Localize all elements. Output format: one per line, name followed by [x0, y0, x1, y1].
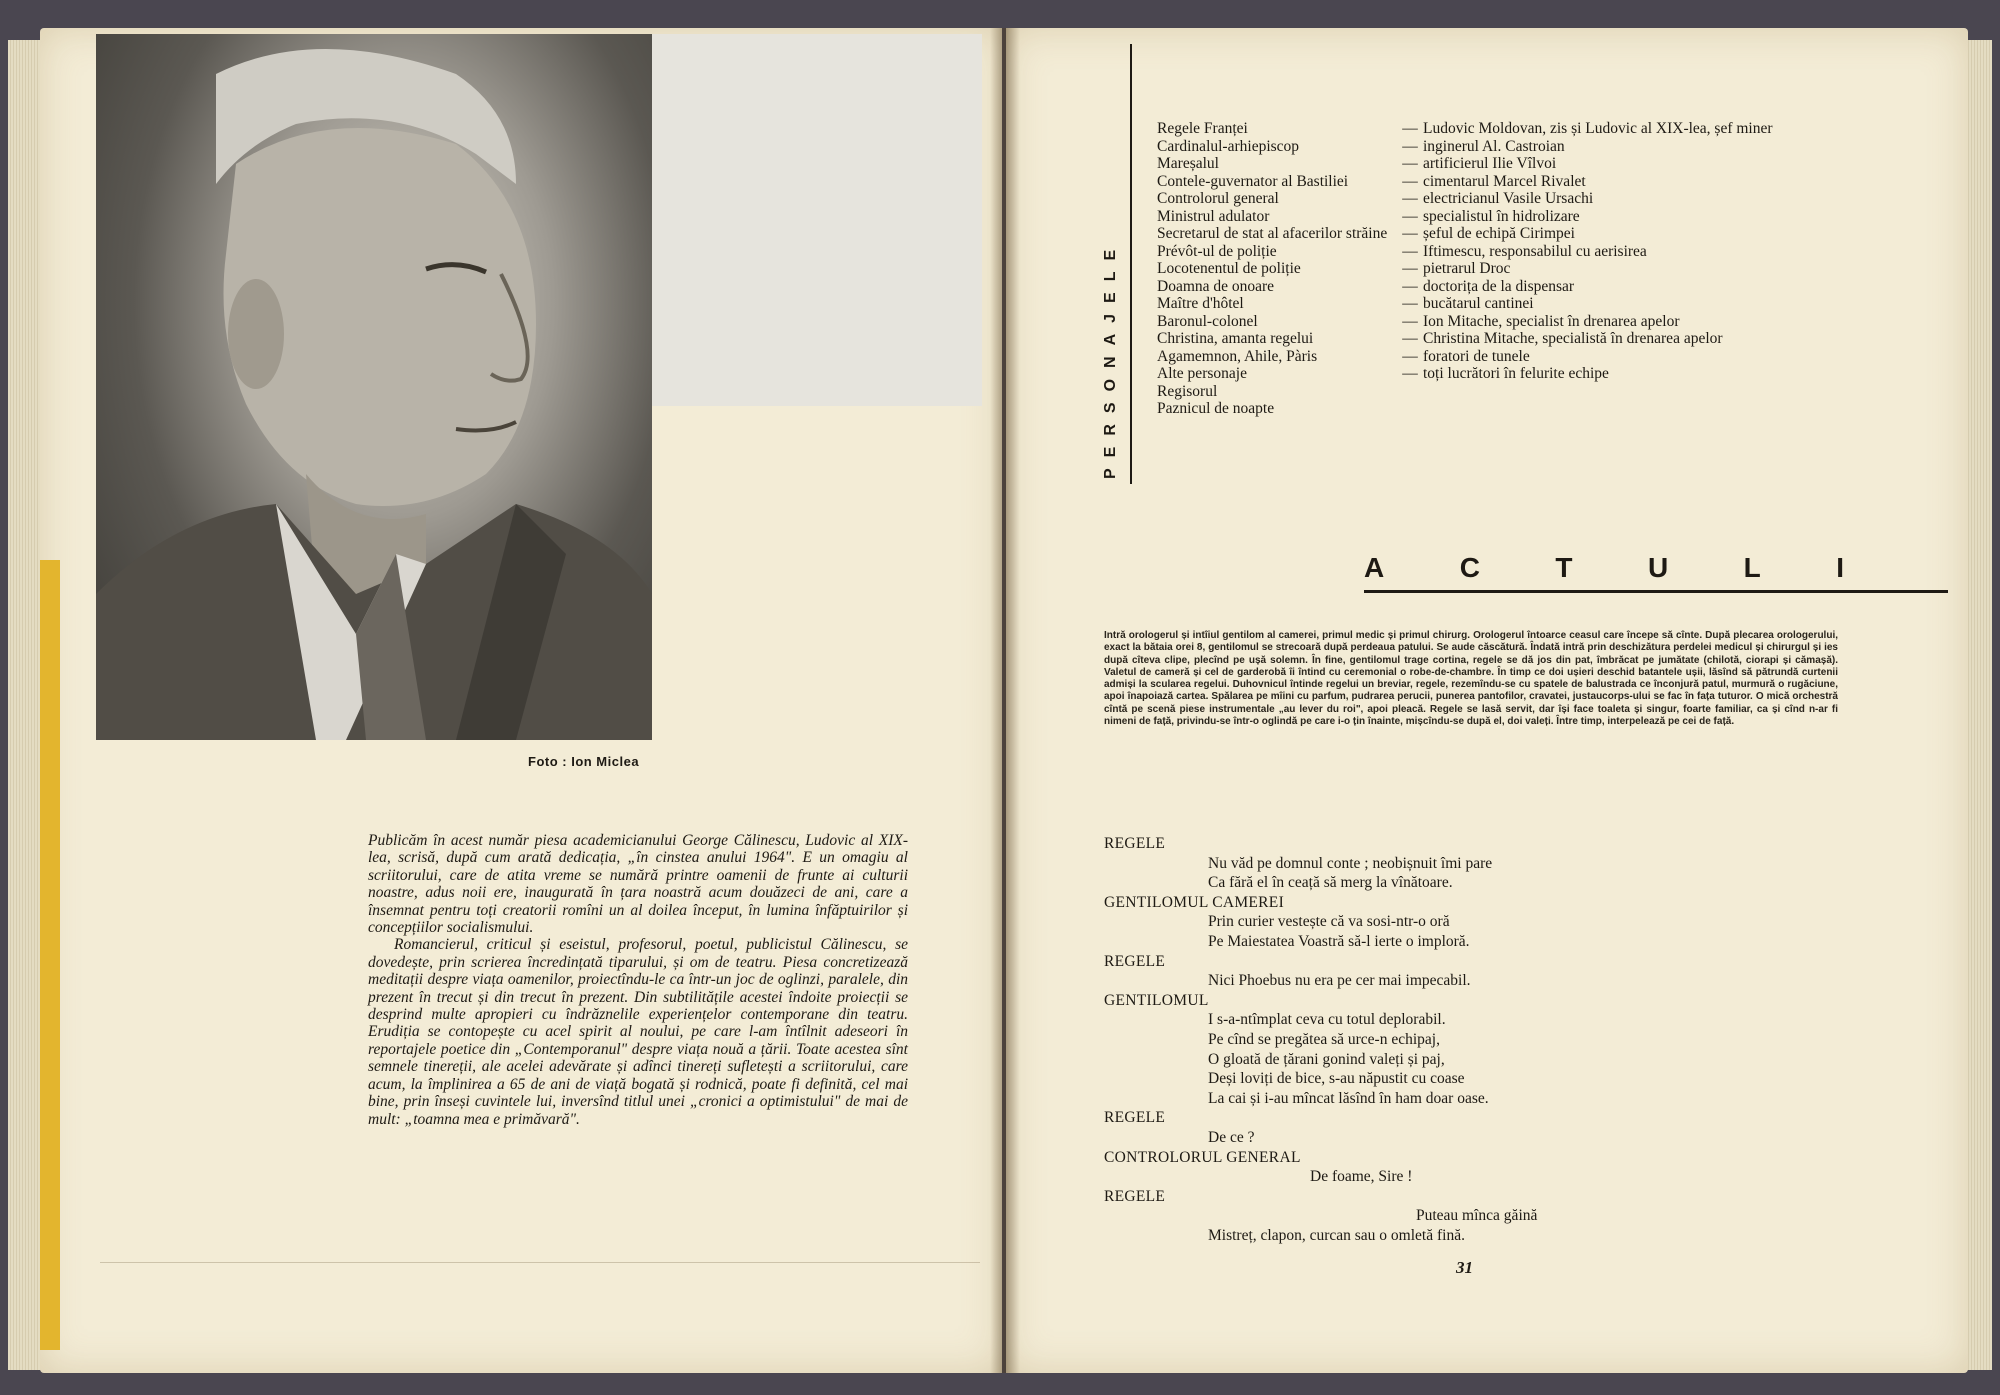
- act-title-rule: [1364, 590, 1948, 593]
- stage-direction: Intră orologerul și intîiul gentilom al camerei, primul medic și primul chirurg. Orologerul întoarce ceasul care începe să cînte. După plecarea orologerului, exact la bătaia orei 8, gentilomul se strecoară după perdeaua patului. Se aude căscătură. Îndată intră prin deschizătura perdelei medicul și chirurgul și ies după cîteva clipe, plecînd pe ușă solemn. În fine, gentilomul trage cortina, regele se dă jos din pat, îmbrăcat pe jumătate (chilotă, ciorapi și cămașă). Valetul de cameră și cel de garderobă îi întind cu ceremonial o robe-de-chambre. În timp ce doi ușieri deschid batantele ușii, lăsînd să pătrundă curtenii admiși la scularea regelui. Duhovnicul întinde regelui un breviar, regele, rezemîndu-se cu spatele de balustrada ce înconjură patul, murmură o rugăciune, apoi înapoiază cartea. Spălarea pe mîini cu parfum, pudrarea perucii, punerea pantofilor, cravatei, justaucorps-ului se fac în fața tuturor. O mică orchestră cîntă pe scenă piese instrumentale „au lever du roi", apoi pleacă. Regele se lasă servit, dar își face toaleta și singur, foarte familiar, ca și cînd n-ar fi nimeni de față, privindu-se într-o oglindă pe care i-o țin înainte, mișcîndu-se după el, doi valeți. Între timp, interpelează pe cei de față.: [1104, 630, 1838, 728]
- cast-actor: artificierul Ilie Vîlvoi: [1423, 155, 1557, 172]
- cast-actor: electricianul Vasile Ursachi: [1423, 190, 1594, 207]
- dialogue-line: O gloată de țărani gonind valeți și paj,: [1208, 1050, 1445, 1068]
- photo-background-panel: [652, 34, 982, 406]
- cast-row: [1157, 155, 1807, 173]
- cast-row: [1157, 365, 1807, 383]
- dialogue-line: Puteau mînca găină: [1416, 1207, 1538, 1225]
- cast-role: Ministrul adulator: [1157, 207, 1270, 225]
- cast-row: [1157, 173, 1807, 191]
- cast-dash: —: [1402, 190, 1418, 207]
- act-title-letter: C: [1459, 552, 1480, 583]
- cast-row: [1157, 190, 1807, 208]
- act-title-letter: I: [1836, 552, 1844, 583]
- cast-role: Mareșalul: [1157, 155, 1219, 172]
- cast-row: [1157, 313, 1807, 331]
- cast-role: Alte personaje: [1157, 365, 1247, 382]
- speaker-name: GENTILOMUL CAMEREI: [1104, 893, 1285, 911]
- cast-dash: —: [1402, 330, 1418, 347]
- act-title-letter: T: [1555, 552, 1573, 583]
- dialogue-line: I s-a-ntîmplat ceva cu totul deplorabil.: [1208, 1011, 1446, 1029]
- cast-role: Regele Franței: [1157, 120, 1248, 137]
- cast-role: Doamna de onoare: [1157, 277, 1275, 295]
- cast-row: [1157, 383, 1807, 401]
- speaker-name: REGELE: [1104, 1109, 1166, 1127]
- cast-row: [1157, 120, 1807, 138]
- cast-role: Agamemnon, Ahile, Pàris: [1157, 347, 1318, 365]
- dialogue-line: De ce ?: [1208, 1128, 1255, 1146]
- cast-dash: —: [1402, 277, 1418, 295]
- cast-dash: [1397, 383, 1423, 401]
- cast-vertical-rule: [1130, 44, 1132, 484]
- cast-row: [1157, 348, 1807, 366]
- dialogue-line: Pe Maiestatea Voastră să-l ierte o imploră.: [1208, 932, 1470, 950]
- cast-row: [1157, 138, 1807, 156]
- speaker-name: GENTILOMUL: [1104, 991, 1209, 1009]
- cast-actor: doctorița de la dispensar: [1423, 277, 1575, 295]
- book-gutter: [990, 28, 1020, 1373]
- cast-dash: —: [1402, 207, 1418, 225]
- intro-paragraph: Publicăm în acest număr piesa academicianului George Călinescu, Ludovic al XIX-lea, scrisă, după cum arată dedicația, „în cinstea anului 1964". E un omagiu al scriitorului, care de atita vreme se numără printre oamenii de frunte ai culturii noastre, adus noii ere, inaugurată în țara noastră acum douăzeci de ani, care a însemnat pentru toți creatorii romîni un al doilea început, în lumina înfăptuirilor și concepțiilor socialismului.: [368, 832, 908, 937]
- cast-actor: Iftimescu, responsabilul cu aerisirea: [1423, 242, 1647, 260]
- cast-list: [1157, 120, 1807, 418]
- cast-vertical-label: PERSONAJELE: [1102, 238, 1119, 480]
- cast-actor: inginerul Al. Castroian: [1423, 137, 1565, 155]
- act-title: [1364, 552, 1844, 584]
- dialogue-line: Ca fără el în ceață să merg la vînătoare.: [1208, 874, 1453, 892]
- cast-role: Contele-guvernator al Bastiliei: [1157, 172, 1349, 190]
- cast-dash: —: [1402, 260, 1418, 277]
- cast-dash: —: [1402, 120, 1418, 137]
- cast-role: Cardinalul-arhiepiscop: [1157, 137, 1300, 155]
- cast-dash: —: [1402, 295, 1418, 312]
- cast-actor: pietrarul Droc: [1423, 260, 1511, 277]
- speaker-name: REGELE: [1104, 835, 1166, 852]
- divider: [100, 1262, 980, 1263]
- cast-role: Maître d'hôtel: [1157, 295, 1244, 312]
- speaker-name: CONTROLORUL GENERAL: [1104, 1148, 1301, 1166]
- cast-actor: Christina Mitache, specialistă în drenarea apelor: [1423, 330, 1723, 347]
- cast-actor: specialistul în hidrolizare: [1423, 207, 1580, 225]
- intro-text: [368, 832, 908, 1128]
- portrait-illustration: [96, 34, 652, 740]
- page-edges-right: [1966, 40, 1992, 1370]
- speaker-name: REGELE: [1104, 1187, 1166, 1205]
- cast-role: Paznicul de noapte: [1157, 400, 1275, 417]
- dialogue-line: Prin curier vestește că va sosi-ntr-o oră: [1208, 913, 1450, 931]
- cast-role: Controlorul general: [1157, 190, 1279, 207]
- cast-dash: —: [1402, 137, 1418, 155]
- dialogue-line: Deși loviți de bice, s-au năpustit cu coase: [1208, 1070, 1465, 1088]
- speaker-name: REGELE: [1104, 952, 1166, 970]
- cast-row: [1157, 260, 1807, 278]
- cast-dash: —: [1402, 365, 1418, 382]
- dialogue-line: Nici Phoebus nu era pe cer mai impecabil.: [1208, 972, 1471, 990]
- cast-actor: [1423, 383, 1807, 401]
- cast-dash: —: [1402, 225, 1418, 242]
- cast-actor: Ion Mitache, specialist în drenarea apelor: [1423, 312, 1680, 330]
- cast-dash: —: [1402, 312, 1418, 330]
- dialogue-line: Pe cînd se pregătea să urce-n echipaj,: [1208, 1030, 1440, 1048]
- cast-role: Locotenentul de poliție: [1157, 260, 1301, 277]
- portrait-photo: [96, 34, 652, 740]
- cast-actor: foratori de tunele: [1423, 347, 1530, 365]
- act-title-letter: A: [1364, 552, 1385, 583]
- cast-dash: —: [1402, 172, 1418, 190]
- cast-dash: —: [1402, 242, 1418, 260]
- cast-actor: toți lucrători în felurite echipe: [1423, 365, 1609, 382]
- cast-actor: cimentarul Marcel Rivalet: [1423, 172, 1586, 190]
- cast-actor: Ludovic Moldovan, zis și Ludovic al XIX-lea, șef miner: [1423, 120, 1773, 137]
- cast-dash: —: [1402, 155, 1418, 172]
- intro-paragraph: Romancierul, criticul și eseistul, profesorul, poetul, publicistul Călinescu, se dovedește, prin scrierea încredințată tiparului, și om de teatru. Piesa concretizează meditații despre viața oamenilor, proiectîndu-le ca într-un joc de oglinzi, paralele, din prezent în trecut și din trecut în prezent. Din subtilitățile acestei îndoite proiecții se desprind multe apropieri cu îndrăznelile experiențelor contemporane din teatru. Erudiția se contopește cu acel spirit al noului, pe care l-am întîlnit adeseori în reportajele poetice din „Contemporanul" despre viața nouă a țării. Toate acestea sînt semnele tinereții, ale acelei adevărate și adînci tinereți sufletești a scriitorului, care acum, la împlinirea a 65 de ani de viață bogată și rodnică, poate fi definită, cel mai bine, prin înseși cuvintele lui, inversînd titlul unei „cronici a optimistului" de mai de mult: „toamna mea e primăvară".: [368, 936, 908, 1128]
- page-edges-left: [8, 40, 42, 1370]
- cast-row: [1157, 278, 1807, 296]
- dialogue-line: Nu văd pe domnul conte ; neobișnuit îmi pare: [1208, 854, 1493, 872]
- act-title-letter: L: [1743, 552, 1761, 583]
- cast-dash: [1397, 400, 1423, 418]
- cast-role: Regisorul: [1157, 382, 1218, 400]
- cast-actor: [1423, 400, 1807, 418]
- cast-role: Baronul-colonel: [1157, 312, 1258, 330]
- cast-actor: bucătarul cantinei: [1423, 295, 1534, 312]
- cast-row: [1157, 208, 1807, 226]
- act-title-letter: U: [1647, 552, 1669, 583]
- cast-role: Prévôt-ul de poliție: [1157, 242, 1277, 260]
- dialogue-line: Mistreț, clapon, curcan sau o omletă fină.: [1208, 1226, 1465, 1244]
- dialogue-line: La cai și i-au mîncat lăsînd în ham doar oase.: [1208, 1089, 1489, 1107]
- yellow-edge-strip: [40, 560, 60, 1350]
- cast-role: Secretarul de stat al afacerilor străine: [1157, 225, 1388, 242]
- cast-row: [1157, 330, 1807, 348]
- dialogue: [1104, 834, 1904, 1245]
- cast-row: [1157, 400, 1807, 418]
- cast-actor: șeful de echipă Cirimpei: [1423, 225, 1575, 242]
- cast-row: [1157, 225, 1807, 243]
- page-number: 31: [1456, 1258, 1473, 1277]
- cast-role: Christina, amanta regelui: [1157, 330, 1314, 347]
- dialogue-line: De foame, Sire !: [1310, 1168, 1413, 1186]
- cast-row: [1157, 243, 1807, 261]
- cast-dash: —: [1402, 347, 1418, 365]
- cast-row: [1157, 295, 1807, 313]
- photo-caption: Foto : Ion Miclea: [528, 754, 640, 769]
